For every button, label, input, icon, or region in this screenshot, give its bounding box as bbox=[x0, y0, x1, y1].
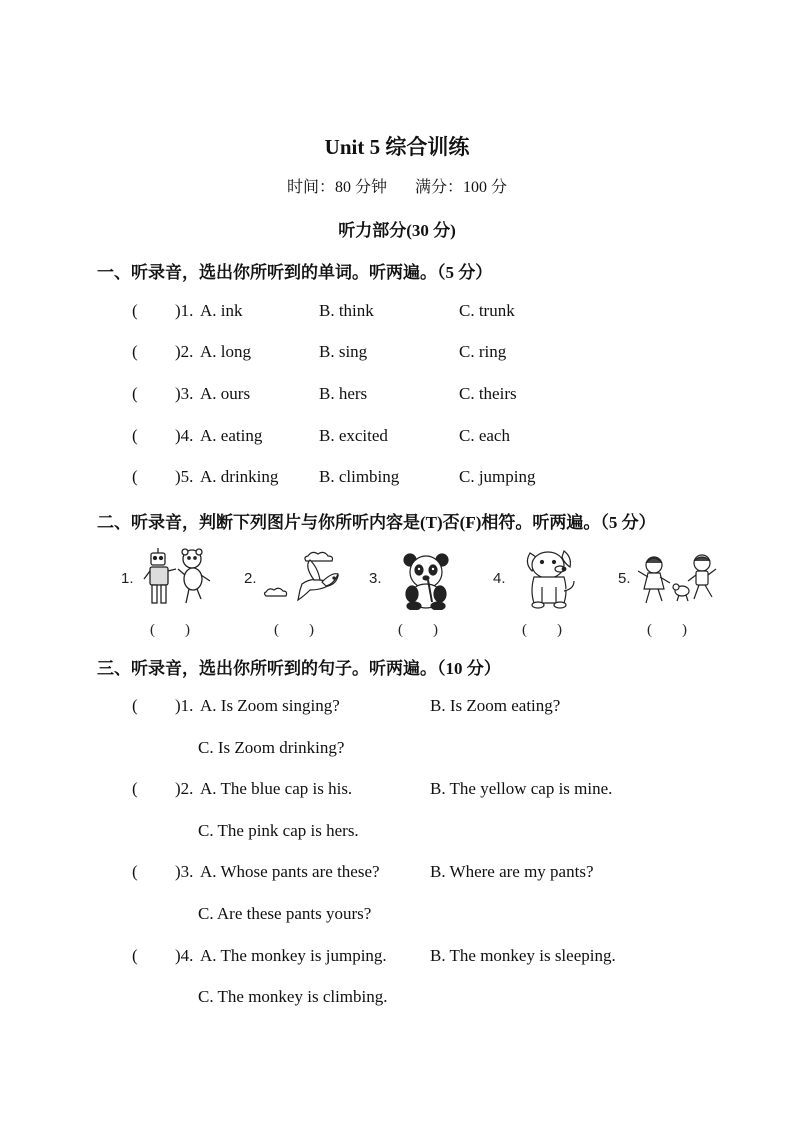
answer-paren[interactable]: ( bbox=[132, 342, 138, 361]
item-number: )2. bbox=[175, 779, 194, 798]
option-b[interactable]: B. hers bbox=[319, 384, 368, 403]
answer-paren[interactable]: ( bbox=[132, 301, 138, 320]
picture-number: 1. bbox=[121, 570, 134, 587]
section2-heading: 二、听录音，判断下列图片与你所听内容是(T)否(F)相符。听两遍。（5 分） bbox=[97, 513, 656, 532]
item-number: )1. bbox=[175, 696, 194, 715]
option-b[interactable]: B. climbing bbox=[319, 467, 400, 486]
answer-paren[interactable]: ( bbox=[132, 384, 138, 403]
option-a[interactable]: A. Is Zoom singing? bbox=[200, 696, 340, 715]
section3-heading: 三、听录音，选出你所听到的句子。听两遍。（10 分） bbox=[97, 659, 501, 678]
item-number: )5. bbox=[175, 467, 194, 486]
bird-flying-icon bbox=[262, 550, 346, 612]
answer-paren[interactable]: ( bbox=[132, 779, 138, 798]
answer-paren[interactable]: ( ) bbox=[150, 622, 190, 638]
option-a[interactable]: A. ink bbox=[200, 301, 243, 320]
option-a[interactable]: A. The monkey is jumping. bbox=[200, 946, 387, 965]
item-number: )4. bbox=[175, 946, 194, 965]
option-c[interactable]: C. The monkey is climbing. bbox=[198, 987, 388, 1006]
option-c[interactable]: C. Are these pants yours? bbox=[198, 904, 372, 923]
answer-paren[interactable]: ( ) bbox=[398, 622, 438, 638]
option-b[interactable]: B. The yellow cap is mine. bbox=[430, 779, 613, 798]
exam-meta bbox=[0, 174, 794, 197]
answer-paren[interactable]: ( bbox=[132, 696, 138, 715]
picture-number: 2. bbox=[244, 570, 257, 587]
option-a[interactable]: A. long bbox=[200, 342, 251, 361]
item-number: )3. bbox=[175, 384, 194, 403]
page-title: Unit 5 综合训练 bbox=[324, 135, 470, 159]
option-c[interactable]: C. ring bbox=[459, 342, 507, 361]
option-a[interactable]: A. ours bbox=[200, 384, 251, 403]
option-b[interactable]: B. Where are my pants? bbox=[430, 862, 594, 881]
option-b[interactable]: B. The monkey is sleeping. bbox=[430, 946, 616, 965]
option-a[interactable]: A. drinking bbox=[200, 467, 279, 486]
option-a[interactable]: A. eating bbox=[200, 426, 263, 445]
picture-number: 3. bbox=[369, 570, 382, 587]
option-b[interactable]: B. Is Zoom eating? bbox=[430, 696, 561, 715]
item-number: )1. bbox=[175, 301, 194, 320]
item-number: )2. bbox=[175, 342, 194, 361]
full-score: 满分：100 分 bbox=[415, 179, 508, 196]
item-number: )3. bbox=[175, 862, 194, 881]
section1-heading: 一、听录音，选出你所听到的单词。听两遍。（5 分） bbox=[97, 263, 493, 282]
option-a[interactable]: A. The blue cap is his. bbox=[200, 779, 353, 798]
picture-number: 5. bbox=[618, 570, 631, 587]
option-a[interactable]: A. Whose pants are these? bbox=[200, 862, 380, 881]
answer-paren[interactable]: ( ) bbox=[647, 622, 687, 638]
option-c[interactable]: C. each bbox=[459, 426, 510, 445]
answer-paren[interactable]: ( ) bbox=[274, 622, 314, 638]
answer-paren[interactable]: ( bbox=[132, 946, 138, 965]
answer-paren[interactable]: ( ) bbox=[522, 622, 562, 638]
option-b[interactable]: B. think bbox=[319, 301, 374, 320]
answer-paren[interactable]: ( bbox=[132, 862, 138, 881]
answer-paren[interactable]: ( bbox=[132, 426, 138, 445]
option-c[interactable]: C. Is Zoom drinking? bbox=[198, 738, 345, 757]
item-number: )4. bbox=[175, 426, 194, 445]
option-c[interactable]: C. trunk bbox=[459, 301, 515, 320]
panda-eating-icon bbox=[396, 550, 456, 610]
time-limit: 时间：80 分钟 bbox=[286, 179, 387, 196]
option-c[interactable]: C. The pink cap is hers. bbox=[198, 821, 359, 840]
option-c[interactable]: C. jumping bbox=[459, 467, 536, 486]
answer-paren[interactable]: ( bbox=[132, 467, 138, 486]
kids-playing-icon bbox=[634, 553, 720, 609]
picture-number: 4. bbox=[493, 570, 506, 587]
robot-and-bear-icon bbox=[142, 547, 218, 611]
listening-subtitle: 听力部分(30 分) bbox=[338, 221, 456, 240]
dog-icon bbox=[520, 547, 580, 611]
option-b[interactable]: B. excited bbox=[319, 426, 388, 445]
option-c[interactable]: C. theirs bbox=[459, 384, 517, 403]
option-b[interactable]: B. sing bbox=[319, 342, 368, 361]
